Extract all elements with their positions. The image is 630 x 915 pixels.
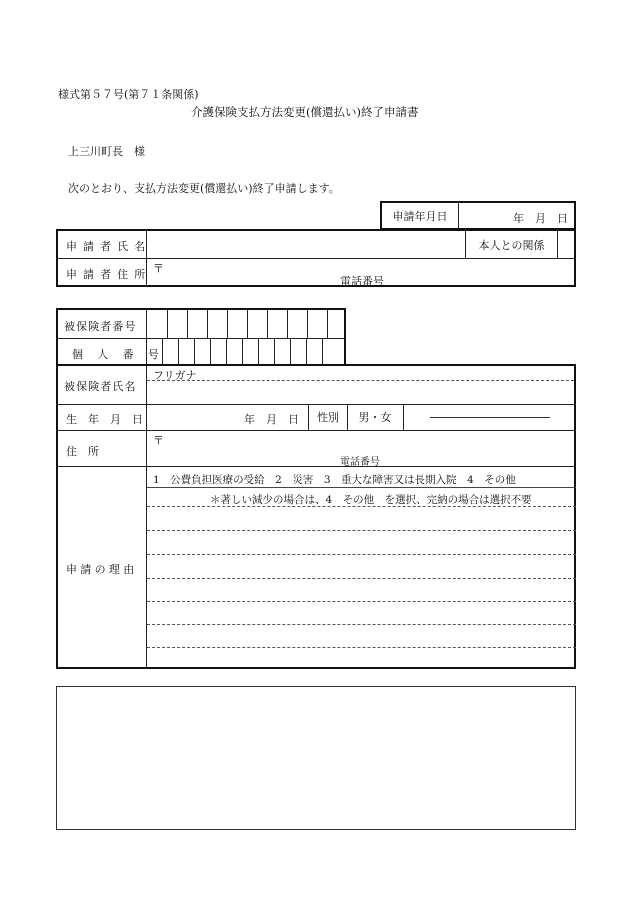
- application-date-label: 申請年月日: [382, 203, 459, 228]
- reason-lines[interactable]: [147, 506, 576, 668]
- applicant-block: [56, 229, 576, 287]
- insured-block: [56, 364, 576, 669]
- applicant-postal-mark: 〒: [153, 262, 164, 275]
- furigana-label: フリガナ: [153, 369, 197, 382]
- applicant-name-label: 申請者氏名: [66, 240, 152, 253]
- sex-value[interactable]: 男・女: [347, 404, 404, 430]
- insured-address-field[interactable]: [147, 431, 576, 466]
- personal-number-label: 個人番号: [72, 348, 174, 361]
- reason-label: 申請の理由: [66, 563, 138, 576]
- applicant-name-field[interactable]: [147, 231, 465, 258]
- reason-note: ＊著しい減少の場合は、4 その他 を選択、完納の場合は選択不要: [210, 494, 532, 506]
- applicant-address-label: 申請者住所: [66, 268, 152, 281]
- insured-name-field[interactable]: [147, 381, 576, 404]
- id-number-block: [56, 308, 346, 366]
- application-date-box: [380, 201, 576, 230]
- insured-name-label: 被保険者氏名: [64, 380, 137, 393]
- insured-number-boxes[interactable]: [147, 310, 344, 338]
- insured-address-label: 住 所: [66, 445, 99, 458]
- insured-postal-mark: 〒: [153, 434, 164, 447]
- dash-line: [430, 417, 550, 418]
- birth-date-value[interactable]: 年 月 日: [244, 413, 299, 426]
- intro-text: 次のとおり、支払方法変更(償還払い)終了申請します。: [68, 182, 340, 195]
- personal-number-boxes[interactable]: [147, 339, 344, 366]
- relation-label: 本人との関係: [465, 231, 558, 258]
- relation-field[interactable]: [557, 231, 576, 258]
- office-use-box[interactable]: [56, 686, 576, 830]
- reason-options[interactable]: 1 公費負担医療の受給 2 災害 3 重大な障害又は長期入院 4 その他: [153, 474, 516, 486]
- addressee: 上三川町長 様: [68, 145, 145, 158]
- form-number: 様式第５７号(第７１条関係): [58, 88, 199, 101]
- applicant-phone-label: 電話番号: [340, 275, 384, 288]
- birth-date-label: 生年月日: [66, 413, 154, 426]
- sex-label: 性別: [308, 404, 348, 430]
- insured-phone-label: 電話番号: [340, 457, 380, 468]
- insured-number-label: 被保険者番号: [64, 320, 137, 333]
- form-title: 介護保険支払方法変更(償還払い)終了申請書: [191, 105, 419, 119]
- application-date-value[interactable]: 年 月 日: [513, 212, 568, 225]
